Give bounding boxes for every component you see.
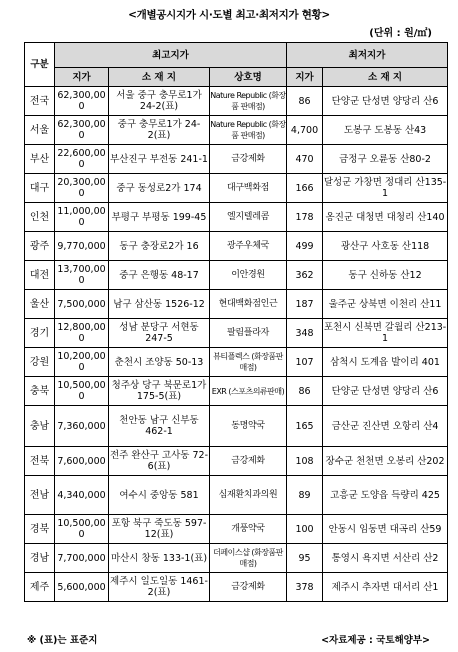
table-row bbox=[25, 87, 448, 116]
highest-price-cell: 12,800,000 bbox=[55, 319, 109, 348]
region-cell: 전북 bbox=[25, 447, 55, 476]
highest-price-cell: 11,000,000 bbox=[55, 203, 109, 232]
lowest-address-cell: 도봉구 도봉동 산43 bbox=[323, 116, 448, 145]
lowest-address-cell: 통영시 욕지면 서산리 산2 bbox=[323, 544, 448, 573]
store-name-cell: 더페이스샵 (화장품판매점) bbox=[210, 544, 287, 573]
lowest-address-cell: 금산군 진산면 오항리 산4 bbox=[323, 406, 448, 447]
lowest-price-cell: 165 bbox=[287, 406, 323, 447]
header-low-address: 소 재 지 bbox=[323, 68, 448, 87]
highest-price-cell: 10,500,000 bbox=[55, 515, 109, 544]
land-price-table bbox=[24, 42, 448, 602]
highest-price-cell: 7,500,000 bbox=[55, 290, 109, 319]
lowest-address-cell: 단양군 단성면 양당리 산6 bbox=[323, 87, 448, 116]
table-row bbox=[25, 261, 448, 290]
lowest-price-cell: 100 bbox=[287, 515, 323, 544]
highest-address-cell: 천안동 남구 신부동 462-1 bbox=[109, 406, 210, 447]
lowest-address-cell: 단양군 단성면 양당리 산6 bbox=[323, 377, 448, 406]
region-cell: 제주 bbox=[25, 573, 55, 602]
lowest-price-cell: 166 bbox=[287, 174, 323, 203]
region-cell: 인천 bbox=[25, 203, 55, 232]
lowest-price-cell: 470 bbox=[287, 145, 323, 174]
store-name-cell: 팔림플라자 bbox=[210, 319, 287, 348]
region-cell: 전국 bbox=[25, 87, 55, 116]
lowest-price-cell: 499 bbox=[287, 232, 323, 261]
lowest-price-cell: 348 bbox=[287, 319, 323, 348]
lowest-address-cell: 울주군 상북면 이천리 산11 bbox=[323, 290, 448, 319]
highest-address-cell: 전주 완산구 고사동 72-6(표) bbox=[109, 447, 210, 476]
lowest-address-cell: 광산구 사호동 산118 bbox=[323, 232, 448, 261]
unit-label: (단위 : 원/㎡) bbox=[369, 28, 432, 39]
highest-address-cell: 남구 삼산동 1526-12 bbox=[109, 290, 210, 319]
highest-address-cell: 제주시 일도일동 1461-2(표) bbox=[109, 573, 210, 602]
region-cell: 전남 bbox=[25, 476, 55, 515]
region-cell: 울산 bbox=[25, 290, 55, 319]
header-high-address: 소 재 지 bbox=[109, 68, 210, 87]
highest-price-cell: 7,700,000 bbox=[55, 544, 109, 573]
highest-price-cell: 7,360,000 bbox=[55, 406, 109, 447]
highest-price-cell: 20,300,000 bbox=[55, 174, 109, 203]
table-row bbox=[25, 290, 448, 319]
header-highest: 최고지가 bbox=[55, 43, 287, 68]
highest-address-cell: 중구 동성로2가 174 bbox=[109, 174, 210, 203]
highest-address-cell: 청주상 당구 북문로1가 175-5(표) bbox=[109, 377, 210, 406]
store-name-cell: 동명약국 bbox=[210, 406, 287, 447]
store-name-cell: 대구백화점 bbox=[210, 174, 287, 203]
table-row bbox=[25, 116, 448, 145]
lowest-price-cell: 86 bbox=[287, 377, 323, 406]
highest-price-cell: 10,500,000 bbox=[55, 377, 109, 406]
highest-price-cell: 5,600,000 bbox=[55, 573, 109, 602]
table-row bbox=[25, 377, 448, 406]
table-row bbox=[25, 348, 448, 377]
highest-address-cell: 부산진구 부전동 241-1 bbox=[109, 145, 210, 174]
table-row bbox=[25, 476, 448, 515]
lowest-address-cell: 옹진군 대청면 대청리 산140 bbox=[323, 203, 448, 232]
highest-address-cell: 부평구 부평동 199-45 bbox=[109, 203, 210, 232]
table-row bbox=[25, 145, 448, 174]
lowest-address-cell: 삼척시 도계읍 발이리 401 bbox=[323, 348, 448, 377]
table-row bbox=[25, 232, 448, 261]
region-cell: 경기 bbox=[25, 319, 55, 348]
region-cell: 강원 bbox=[25, 348, 55, 377]
lowest-price-cell: 95 bbox=[287, 544, 323, 573]
region-cell: 충북 bbox=[25, 377, 55, 406]
page-title: <개별공시지가 시·도별 최고·최저지가 현황> bbox=[128, 9, 330, 21]
highest-address-cell: 서울 중구 충무로1가 24-2(표) bbox=[109, 87, 210, 116]
region-cell: 대전 bbox=[25, 261, 55, 290]
header-low-price: 지가 bbox=[287, 68, 323, 87]
lowest-address-cell: 달성군 가창면 정대리 산135-1 bbox=[323, 174, 448, 203]
region-cell: 경북 bbox=[25, 515, 55, 544]
table-row bbox=[25, 573, 448, 602]
highest-price-cell: 10,200,000 bbox=[55, 348, 109, 377]
header-lowest: 최저지가 bbox=[287, 43, 448, 68]
store-name-cell: EXR (스포츠의류판매) bbox=[210, 377, 287, 406]
lowest-address-cell: 동구 신하동 산12 bbox=[323, 261, 448, 290]
source-credit: <자료제공 : 국토해양부> bbox=[321, 635, 430, 646]
highest-price-cell: 13,700,000 bbox=[55, 261, 109, 290]
header-region: 구분 bbox=[25, 43, 55, 87]
highest-address-cell: 춘천시 조양동 50-13 bbox=[109, 348, 210, 377]
region-cell: 서울 bbox=[25, 116, 55, 145]
highest-address-cell: 마산시 창동 133-1(표) bbox=[109, 544, 210, 573]
table-row bbox=[25, 544, 448, 573]
store-name-cell: 심재환치과의원 bbox=[210, 476, 287, 515]
lowest-price-cell: 86 bbox=[287, 87, 323, 116]
highest-address-cell: 여수시 중앙동 581 bbox=[109, 476, 210, 515]
lowest-price-cell: 378 bbox=[287, 573, 323, 602]
store-name-cell: 뷰티플렉스 (화장품판매점) bbox=[210, 348, 287, 377]
highest-address-cell: 중구 은행동 48-17 bbox=[109, 261, 210, 290]
lowest-price-cell: 187 bbox=[287, 290, 323, 319]
highest-price-cell: 7,600,000 bbox=[55, 447, 109, 476]
highest-address-cell: 성남 분당구 서현동 247-5 bbox=[109, 319, 210, 348]
highest-price-cell: 9,770,000 bbox=[55, 232, 109, 261]
store-name-cell: Nature Republic (화장품 판매점) bbox=[210, 116, 287, 145]
table-row bbox=[25, 319, 448, 348]
store-name-cell: Nature Republic (화장품 판매점) bbox=[210, 87, 287, 116]
highest-address-cell: 동구 충장로2가 16 bbox=[109, 232, 210, 261]
lowest-address-cell: 제주시 추자면 대서리 산1 bbox=[323, 573, 448, 602]
lowest-address-cell: 장수군 천천면 오봉리 산202 bbox=[323, 447, 448, 476]
lowest-address-cell: 금정구 오륜동 산80-2 bbox=[323, 145, 448, 174]
store-name-cell: 엘지텔레콤 bbox=[210, 203, 287, 232]
highest-price-cell: 4,340,000 bbox=[55, 476, 109, 515]
lowest-price-cell: 89 bbox=[287, 476, 323, 515]
lowest-address-cell: 안동시 임동면 대곡리 산59 bbox=[323, 515, 448, 544]
highest-address-cell: 포항 북구 죽도동 597-12(표) bbox=[109, 515, 210, 544]
store-name-cell: 금강제화 bbox=[210, 447, 287, 476]
region-cell: 대구 bbox=[25, 174, 55, 203]
lowest-price-cell: 362 bbox=[287, 261, 323, 290]
highest-address-cell: 중구 충무로1가 24-2(표) bbox=[109, 116, 210, 145]
store-name-cell: 개풍약국 bbox=[210, 515, 287, 544]
lowest-price-cell: 107 bbox=[287, 348, 323, 377]
lowest-price-cell: 178 bbox=[287, 203, 323, 232]
lowest-price-cell: 108 bbox=[287, 447, 323, 476]
region-cell: 광주 bbox=[25, 232, 55, 261]
header-store: 상호명 bbox=[210, 68, 287, 87]
store-name-cell: 광주우체국 bbox=[210, 232, 287, 261]
table-row bbox=[25, 174, 448, 203]
store-name-cell: 금강제화 bbox=[210, 145, 287, 174]
lowest-address-cell: 포천시 신북면 갈월리 산213-1 bbox=[323, 319, 448, 348]
highest-price-cell: 22,600,000 bbox=[55, 145, 109, 174]
header-high-price: 지가 bbox=[55, 68, 109, 87]
table-row bbox=[25, 515, 448, 544]
store-name-cell: 이안경원 bbox=[210, 261, 287, 290]
table-row bbox=[25, 203, 448, 232]
store-name-cell: 현대백화점인근 bbox=[210, 290, 287, 319]
region-cell: 충남 bbox=[25, 406, 55, 447]
region-cell: 부산 bbox=[25, 145, 55, 174]
lowest-address-cell: 고흥군 도양읍 득량리 425 bbox=[323, 476, 448, 515]
highest-price-cell: 62,300,000 bbox=[55, 87, 109, 116]
highest-price-cell: 62,300,000 bbox=[55, 116, 109, 145]
table-row bbox=[25, 447, 448, 476]
store-name-cell: 금강제화 bbox=[210, 573, 287, 602]
footnote: ※ (표)는 표준지 bbox=[27, 635, 98, 646]
table-row bbox=[25, 406, 448, 447]
lowest-price-cell: 4,700 bbox=[287, 116, 323, 145]
region-cell: 경남 bbox=[25, 544, 55, 573]
